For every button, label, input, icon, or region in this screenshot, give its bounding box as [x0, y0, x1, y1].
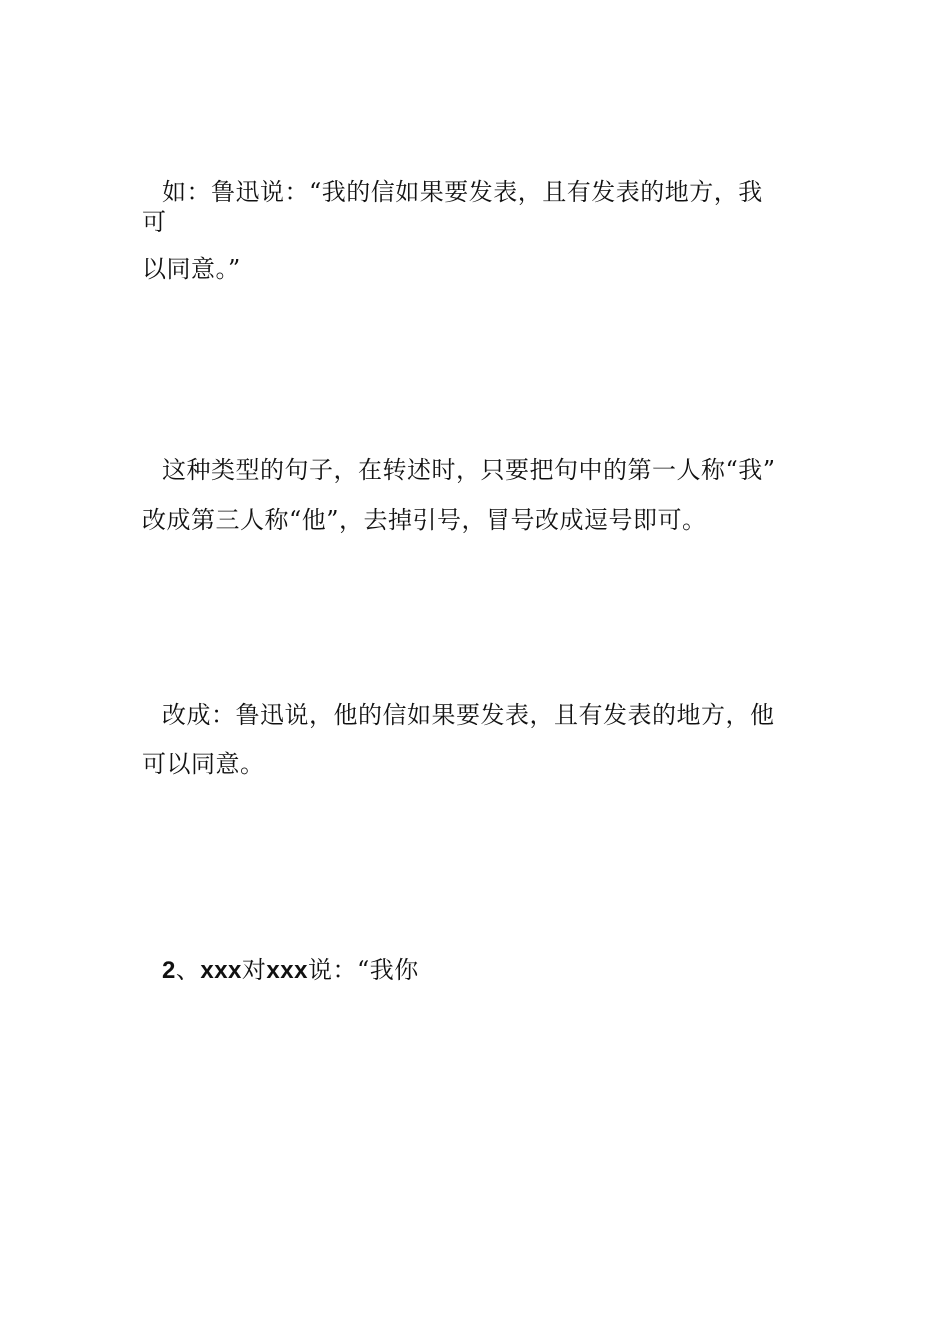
placeholder-name-1: xxx	[200, 957, 242, 984]
quote-start: 说：“我你	[307, 956, 419, 984]
word-to: 对	[241, 956, 267, 984]
list-number: 2	[162, 957, 176, 984]
placeholder-name-2: xxx	[266, 957, 308, 984]
paragraph-3-line-1: 改成：鲁迅说，他的信如果要发表，且有发表的地方，他	[162, 701, 775, 729]
paragraph-4-line-1	[162, 955, 419, 986]
paragraph-1-line-1: 如：鲁迅说：“我的信如果要发表，且有发表的地方，我	[162, 178, 763, 206]
paragraph-2-line-1: 这种类型的句子，在转述时，只要把句中的第一人称“我”	[162, 456, 776, 484]
paragraph-2-line-2: 改成第三人称“他”，去掉引号，冒号改成逗号即可。	[142, 506, 707, 534]
paragraph-1-line-2: 可	[142, 208, 167, 236]
paragraph-3-line-2: 可以同意。	[142, 750, 265, 778]
list-separator: 、	[175, 956, 201, 984]
paragraph-1-line-3: 以同意。”	[142, 255, 241, 283]
